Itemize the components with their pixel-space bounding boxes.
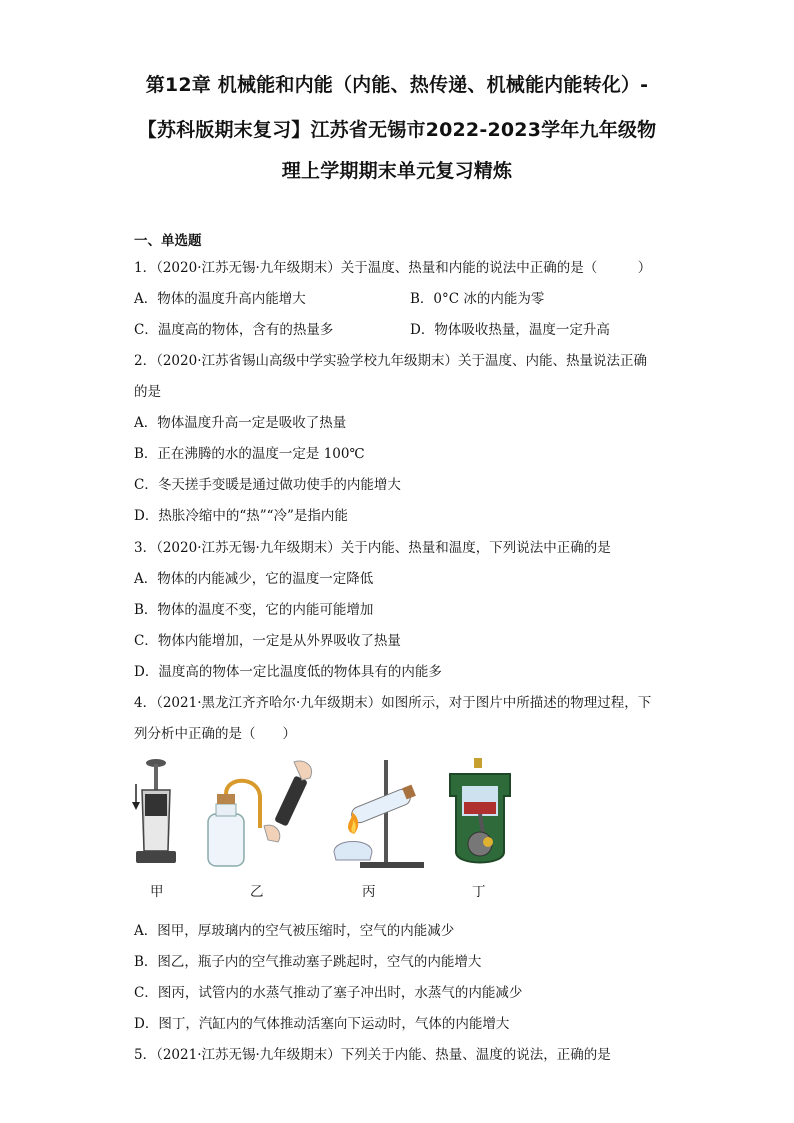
figure-label-jia: 甲	[150, 884, 164, 900]
question-2-option-b: B．正在沸腾的水的温度一定是 100℃	[134, 446, 365, 462]
question-1-option-a: A．物体的温度升高内能增大	[134, 291, 306, 307]
question-2-stem-cont: 的是	[134, 384, 161, 400]
document-title-line-1: 第12章 机械能和内能（内能、热传递、机械能内能转化）-	[145, 74, 649, 96]
question-4-option-b: B．图乙，瓶子内的空气推动塞子跳起时，空气的内能增大	[134, 954, 482, 970]
question-4-option-c: C．图丙，试管内的水蒸气推动了塞子冲出时，水蒸气的内能减少	[134, 985, 523, 1001]
question-2-stem: 2．（2020·江苏省锡山高级中学实验学校九年级期末）关于温度、内能、热量说法正确	[134, 353, 647, 369]
question-1-stem: 1．（2020·江苏无锡·九年级期末）关于温度、热量和内能的说法中正确的是（ ）	[134, 260, 652, 276]
question-3-stem: 3．（2020·江苏无锡·九年级期末）关于内能、热量和温度，下列说法中正确的是	[134, 540, 611, 556]
bottle-pump-illustration	[198, 756, 318, 874]
compression-tube-illustration	[128, 756, 188, 874]
figure-label-ding: 丁	[472, 884, 486, 900]
question-5-stem: 5．（2021·江苏无锡·九年级期末）下列关于内能、热量、温度的说法，正确的是	[134, 1047, 611, 1063]
engine-cylinder-illustration	[444, 756, 516, 874]
figure-label-yi: 乙	[250, 884, 264, 900]
document-title-line-3: 理上学期期末单元复习精炼	[281, 160, 513, 182]
question-3-option-b: B．物体的温度不变，它的内能可能增加	[134, 602, 374, 618]
question-1-option-b: B．0°C 冰的内能为零	[410, 291, 545, 307]
figure-label-bing: 丙	[362, 884, 376, 900]
question-4-stem-cont: 列分析中正确的是（ ）	[134, 726, 296, 742]
document-title-line-2: 【苏科版期末复习】江苏省无锡市2022-2023学年九年级物	[137, 119, 657, 141]
question-1-option-c: C．温度高的物体，含有的热量多	[134, 322, 334, 338]
test-tube-heating-illustration	[320, 756, 430, 874]
question-4-option-a: A．图甲，厚玻璃内的空气被压缩时，空气的内能减少	[134, 923, 455, 939]
question-4-figure	[126, 756, 526, 906]
question-1-option-d: D．物体吸收热量，温度一定升高	[410, 322, 610, 338]
question-3-option-c: C．物体内能增加，一定是从外界吸收了热量	[134, 633, 401, 649]
question-2-option-d: D．热胀冷缩中的“热”“冷”是指内能	[134, 508, 348, 524]
question-3-option-d: D．温度高的物体一定比温度低的物体具有的内能多	[134, 664, 442, 680]
question-3-option-a: A．物体的内能减少，它的温度一定降低	[134, 571, 374, 587]
question-2-option-a: A．物体温度升高一定是吸收了热量	[134, 415, 347, 431]
section-heading: 一、单选题	[134, 233, 202, 249]
question-2-option-c: C．冬天搓手变暖是通过做功使手的内能增大	[134, 477, 401, 493]
question-4-option-d: D．图丁，汽缸内的气体推动活塞向下运动时，气体的内能增大	[134, 1016, 510, 1032]
question-4-stem: 4．（2021·黑龙江齐齐哈尔·九年级期末）如图所示，对于图片中所描述的物理过程，下	[134, 695, 652, 711]
